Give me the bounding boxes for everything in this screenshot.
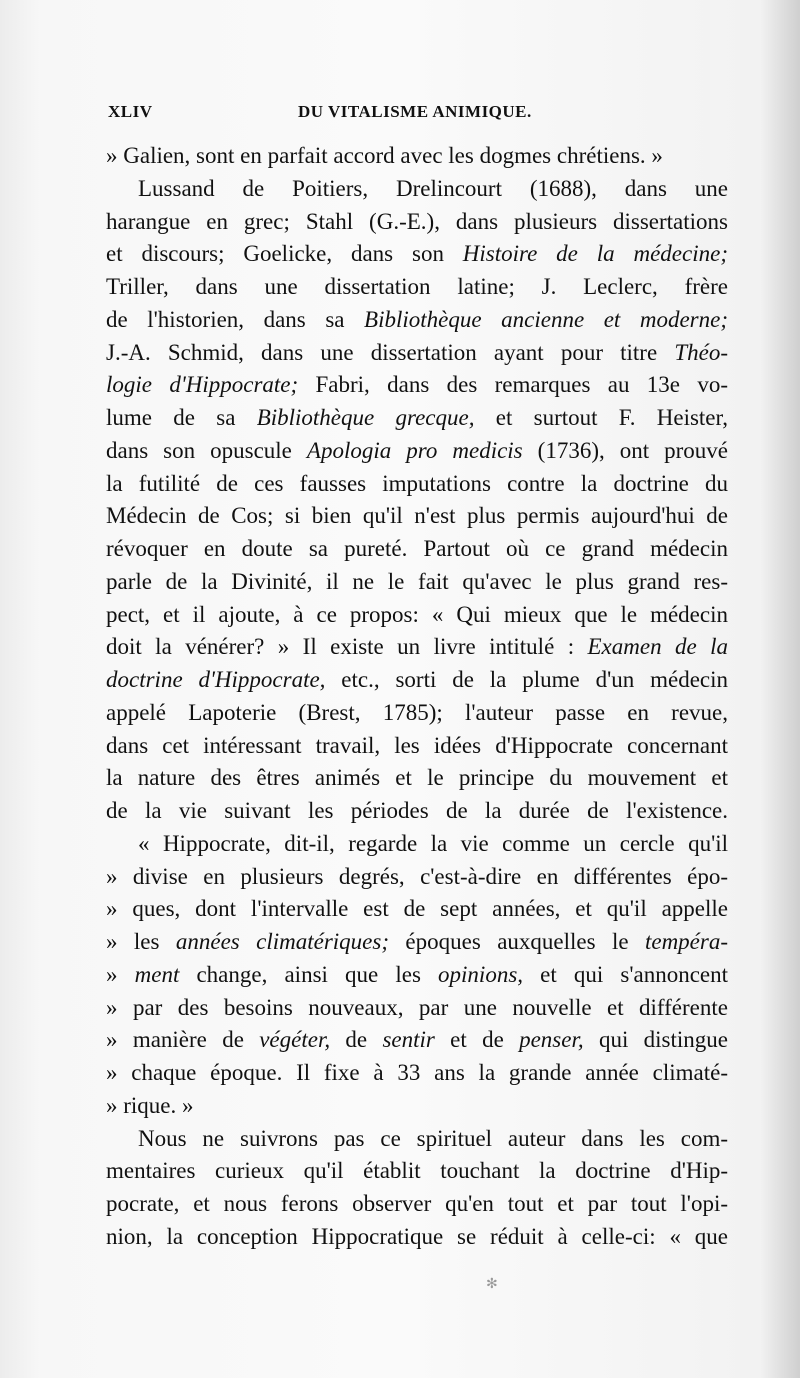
text-line: la nature des êtres animés et le principe du mouvement et xyxy=(106,765,728,791)
text-line: appelé Lapoterie (Brest, 1785); l'auteur passe en revue, xyxy=(106,699,728,725)
text-segment: lume de sa xyxy=(106,405,257,430)
text-segment: de l'historien, dans sa xyxy=(106,306,365,332)
text-line: « Hippocrate, dit-il, regarde la vie comme un cercle qu'il xyxy=(138,830,728,856)
text-line xyxy=(106,304,728,337)
body-text xyxy=(106,140,728,1254)
ink-speck-icon: ✻ xyxy=(486,1277,498,1292)
text-line: pect, et il ajoute, à ce propos: « Qui mieux que le médecin xyxy=(106,601,728,627)
italic-title: Apologia pro medicis xyxy=(306,437,523,463)
text-line xyxy=(106,1024,728,1057)
italic-title: années climatériques; xyxy=(175,929,390,954)
text-line: nion, la conception Hippocratique se réduit à celle-ci: « que xyxy=(106,1223,728,1249)
italic-title: Bibliothèque ancienne et moderne; xyxy=(364,306,728,332)
text-segment: qui distingue xyxy=(583,1027,728,1053)
text-line xyxy=(106,435,728,468)
text-line: pocrate, et nous ferons observer qu'en tout et par tout l'opi- xyxy=(106,1191,728,1216)
text-line: » divise en plusieurs degrés, c'est-à-dire en différentes épo- xyxy=(106,863,728,889)
text-line: » chaque époque. Il fixe à 33 ans la grande année climaté- xyxy=(106,1060,728,1085)
text-segment: époques auxquelles le xyxy=(389,929,645,954)
text-line: Triller, dans une dissertation latine; J. Leclerc, frère xyxy=(106,274,728,299)
text-line: » par des besoins nouveaux, par une nouvelle et différente xyxy=(106,994,728,1020)
text-line: » ques, dont l'intervalle est de sept années, et qu'il appelle xyxy=(106,896,728,922)
text-segment: » les xyxy=(106,929,176,954)
text-line xyxy=(106,369,728,402)
text-line xyxy=(106,337,728,370)
running-title: DU VITALISME ANIMIQUE. xyxy=(298,102,532,121)
italic-title: ment xyxy=(134,961,180,987)
text-segment: » manière de xyxy=(106,1027,260,1053)
text-segment: etc., sorti de la plume d'un médecin xyxy=(325,667,728,692)
text-line xyxy=(106,926,728,959)
italic-title: végéter, xyxy=(259,1027,331,1053)
italic-title: Théo- xyxy=(674,339,728,365)
text-line: révoquer en doute sa pureté. Partout où ce grand médecin xyxy=(106,536,728,561)
italic-title: sentir xyxy=(382,1027,435,1053)
text-line xyxy=(106,402,728,435)
italic-title: logie d'Hippocrate; xyxy=(106,372,299,398)
italic-title: doctrine d'Hippocrate, xyxy=(106,667,326,692)
text-line xyxy=(106,959,728,992)
italic-title: opinions, xyxy=(438,961,524,987)
text-line xyxy=(106,238,728,271)
text-line: Lussand de Poitiers, Drelincourt (1688), dans une xyxy=(138,175,728,201)
text-line: » rique. » xyxy=(106,1092,194,1118)
text-line: de la vie suivant les périodes de la durée de l'existence. xyxy=(106,798,728,823)
text-line: parle de la Divinité, il ne le fait qu'avec le plus grand res- xyxy=(106,568,728,594)
text-line: Médecin de Cos; si bien qu'il n'est plus permis aujourd'hui de xyxy=(106,503,728,529)
text-segment: change, ainsi que les xyxy=(179,961,439,987)
italic-title: Bibliothèque grecque, xyxy=(256,405,475,430)
text-segment: et discours; Goelicke, dans son xyxy=(106,241,463,267)
page-number: XLIV xyxy=(108,102,153,121)
text-line: mentaires curieux qu'il établit touchant la doctrine d'Hip- xyxy=(106,1158,728,1184)
text-segment: dans son opuscule xyxy=(106,437,307,463)
running-head xyxy=(108,102,728,128)
italic-title: penser, xyxy=(519,1027,584,1053)
text-segment: » xyxy=(106,961,135,987)
text-segment: et qui s'annoncent xyxy=(523,961,729,987)
text-line: » Galien, sont en parfait accord avec les dogmes chrétiens. » xyxy=(106,143,663,168)
italic-title: Examen de la xyxy=(587,634,728,660)
text-segment: Fabri, dans des remarques au 13e vo- xyxy=(298,372,729,398)
text-line xyxy=(106,631,728,664)
text-line: dans cet intéressant travail, les idées d'Hippocrate concernant xyxy=(106,732,728,758)
text-segment: et surtout F. Heister, xyxy=(474,405,729,430)
text-segment: J.-A. Schmid, dans une dissertation ayant pour titre xyxy=(106,339,675,365)
italic-title: Histoire de la médecine; xyxy=(462,241,728,267)
text-line xyxy=(106,664,728,697)
text-line: Nous ne suivrons pas ce spirituel auteur dans les com- xyxy=(138,1125,728,1151)
text-line: la futilité de ces fausses imputations contre la doctrine du xyxy=(106,470,728,496)
text-line: harangue en grec; Stahl (G.-E.), dans plusieurs dissertations xyxy=(106,208,728,234)
text-segment: (1736), ont prouvé xyxy=(522,437,729,463)
italic-title: tempéra- xyxy=(644,929,728,954)
text-segment: de xyxy=(330,1027,383,1053)
text-segment: et de xyxy=(434,1027,520,1053)
text-segment: doit la vénérer? » Il existe un livre intitulé : xyxy=(106,634,588,660)
